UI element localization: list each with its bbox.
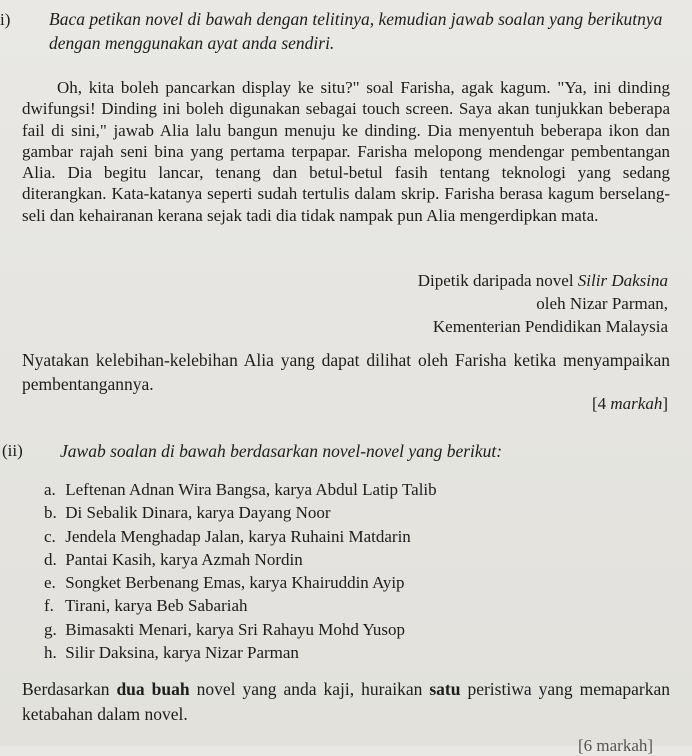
- list-item: a. Leftenan Adnan Wira Bangsa, karya Abdul Latip Talib: [44, 480, 437, 499]
- source-publisher: Kementerian Pendidikan Malaysia: [432, 317, 668, 336]
- list-item: c. Jendela Menghadap Jalan, karya Ruhaini Matdarin: [44, 526, 411, 546]
- novel-excerpt: [22, 77, 670, 226]
- emphasis-one-event: satu: [429, 679, 461, 699]
- novel-list: [44, 478, 437, 664]
- list-item: h. Silir Daksina, karya Nizar Parman: [44, 643, 299, 663]
- list-item: e. Songket Berbenang Emas, karya Khairuddin Ayip: [44, 573, 405, 593]
- novel-title: Silir Daksina: [577, 271, 668, 290]
- question-i: Nyatakan kelebihan-kelebihan Alia yang dapat dilihat oleh Farisha ketika menyampaikan pembentangannya.: [22, 350, 670, 394]
- emphasis-two-novels: dua buah: [116, 679, 190, 699]
- excerpt-source: [248, 269, 668, 338]
- instruction-i: Baca petikan novel di bawah dengan telitinya, kemudian jawab soalan yang berikutnya dengan menggunakan ayat anda sendiri.: [49, 9, 663, 53]
- question-number-i: i): [0, 10, 11, 29]
- question-number-ii: (ii): [2, 441, 23, 460]
- source-author: oleh Nizar Parman,: [536, 294, 668, 313]
- source-prefix: Dipetik daripada novel: [417, 271, 574, 290]
- question-ii: Berdasarkan dua buah novel yang anda kaji, huraikan satu peristiwa yang memaparkan ketabahan dalam novel.: [22, 679, 670, 724]
- excerpt-paragraph: Oh, kita boleh pancarkan display ke situ?" soal Farisha, agak kagum. "Ya, ini dinding dwifungsi! Dinding ini boleh digunakan sebagai touch screen. Saya akan tunjukkan beberapa fail di sini," jawab Alia lalu bangun menuju ke dinding. Dia menyentuh beberapa ikon dan gambar rajah seni bina yang pertama terpapar. Farisha melopong mendengar pembentangan Alia. Dia begitu lancar, tenang dan betul-betul fasih tentang teknologi yang sedang diterangkan. Kata-katanya seperti sudah tertulis dalam skrip. Farisha berasa kagum berselang-seli dan kehairanan kerana sejak tadi dia tidak nampak pun Alia mengerdipkan mata.: [22, 78, 670, 225]
- list-item: f. Tirani, karya Beb Sabariah: [44, 596, 248, 616]
- source-line-novel: [248, 269, 668, 292]
- list-item: g. Bimasakti Menari, karya Sri Rahayu Mohd Yusop: [44, 619, 406, 639]
- marks-ii-cut: [6 markah]: [578, 736, 654, 755]
- list-item: d. Pantai Kasih, karya Azmah Nordin: [44, 549, 303, 569]
- list-item: b. Di Sebalik Dinara, karya Dayang Noor: [44, 503, 331, 523]
- marks-i: [4 markah]: [591, 394, 668, 413]
- instruction-ii: Jawab soalan di bawah berdasarkan novel-novel yang berikut:: [60, 441, 503, 461]
